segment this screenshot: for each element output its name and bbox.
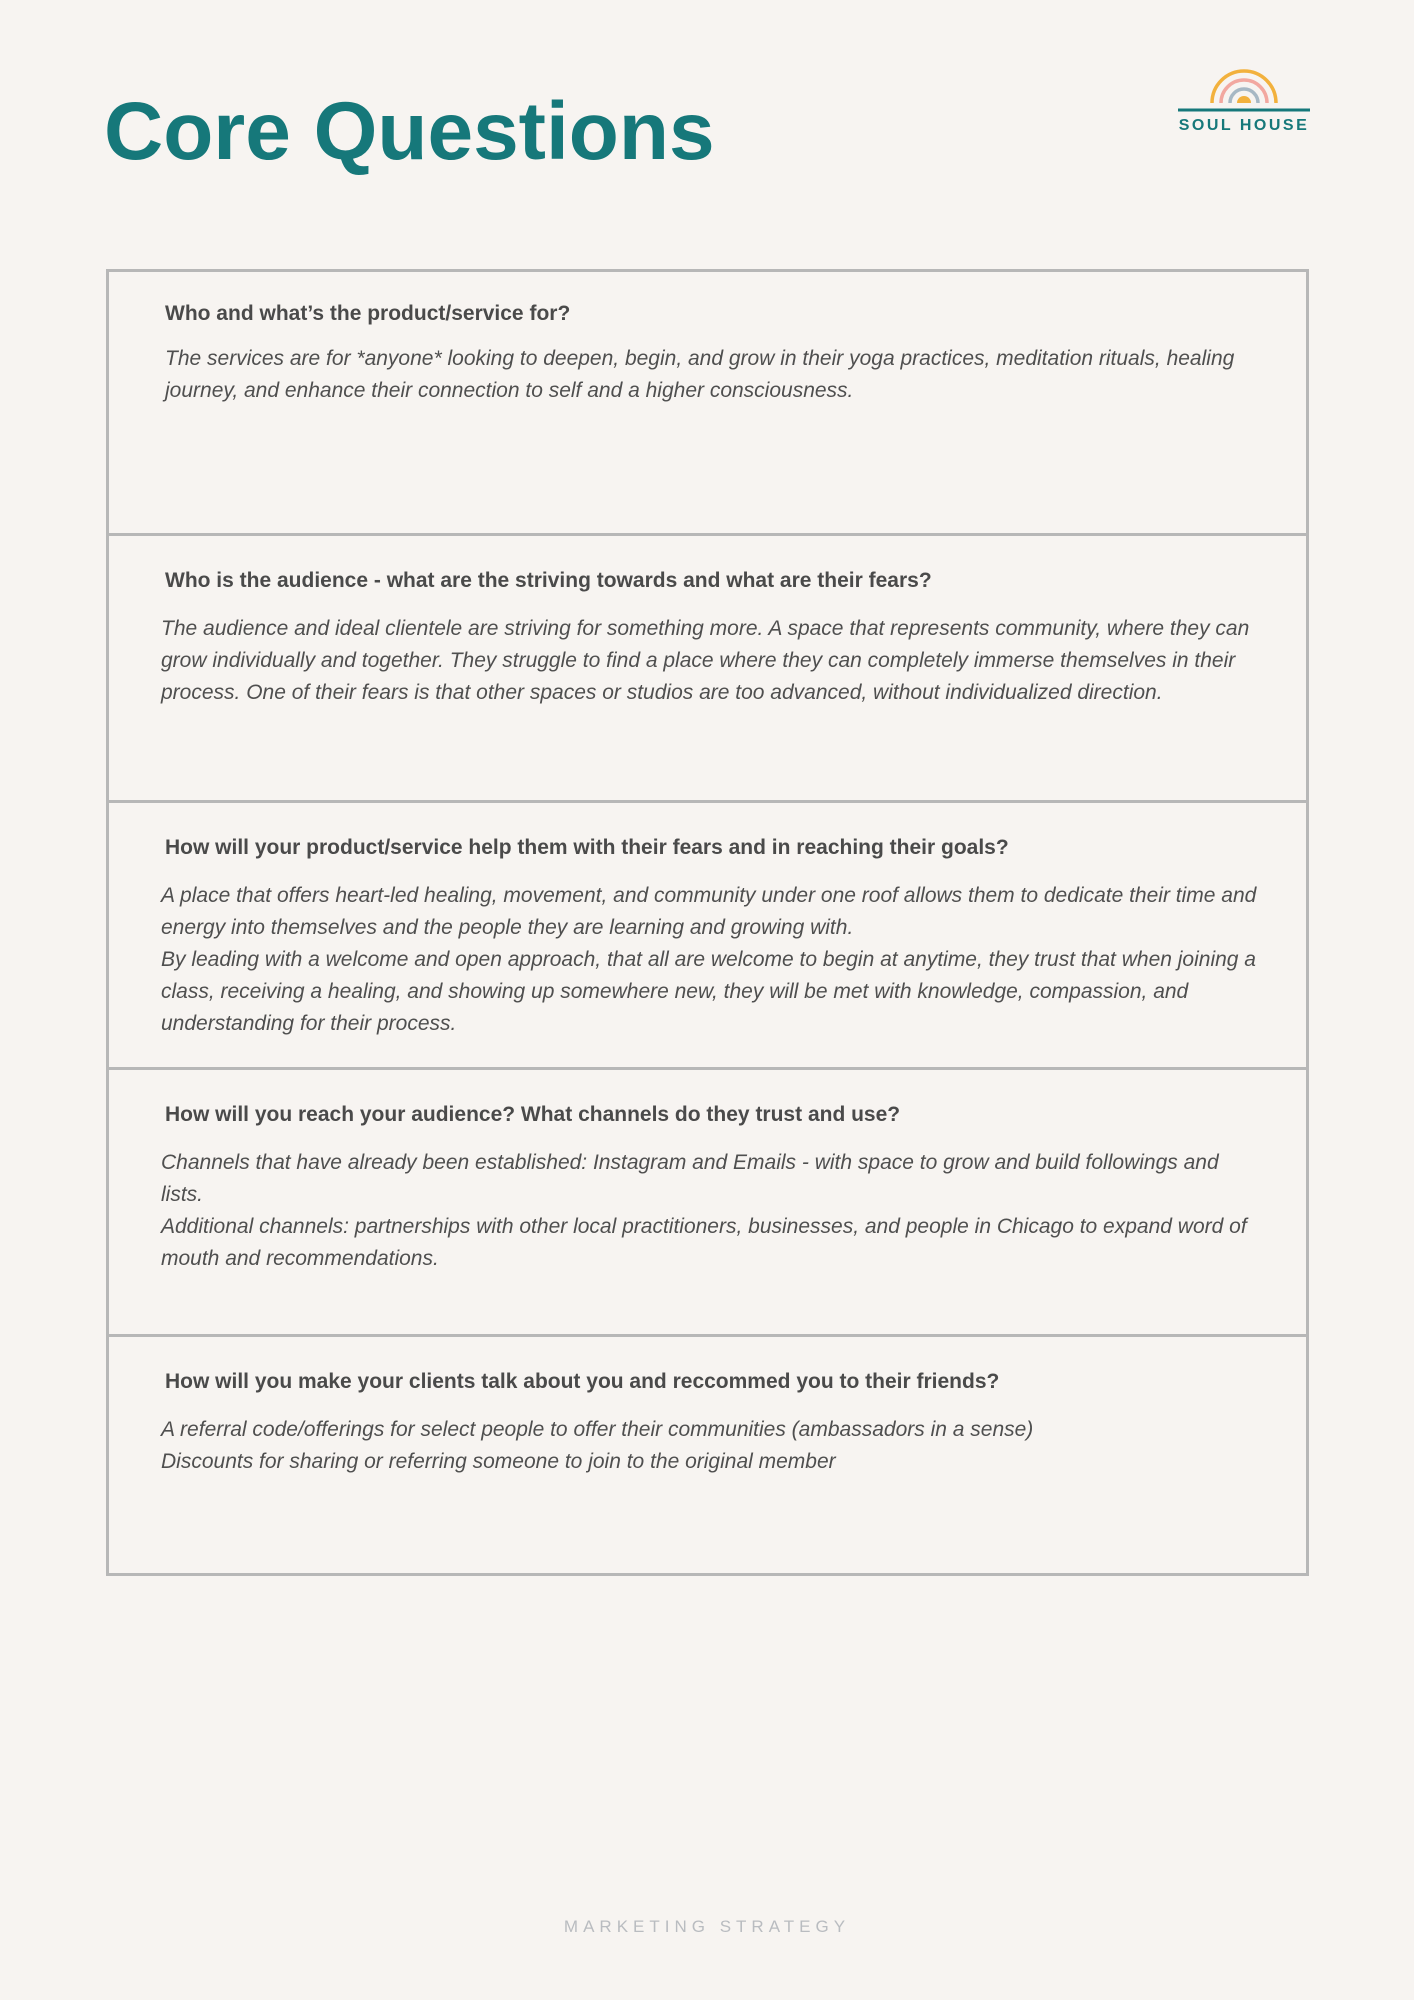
- answer-paragraph: Channels that have already been established: Instagram and Emails - with space to grow and build followings and lists.: [161, 1151, 1219, 1206]
- answer-paragraph: Discounts for sharing or referring someone to join to the original member: [161, 1450, 836, 1473]
- answer-text: [161, 613, 1258, 709]
- answer-text: [165, 343, 1258, 407]
- footer-label: MARKETING STRATEGY: [563, 1917, 851, 1936]
- page-title: Core Questions: [104, 86, 715, 177]
- soul-house-logo: [1176, 66, 1312, 138]
- answer-paragraph: A referral code/offerings for select people to offer their communities (ambassadors in a sense): [161, 1418, 1034, 1441]
- rainbow-sun-icon: [1176, 66, 1312, 116]
- question-cell-channels: [109, 1067, 1306, 1334]
- answer-text: [161, 880, 1258, 1040]
- question-heading: How will you reach your audience? What channels do they trust and use?: [165, 1103, 901, 1126]
- question-heading: How will you make your clients talk about you and reccommed you to their friends?: [165, 1370, 1000, 1393]
- question-heading: How will your product/service help them with their fears and in reaching their goals?: [165, 836, 1009, 859]
- question-cell-referrals: [109, 1334, 1306, 1573]
- question-heading: Who is the audience - what are the striving towards and what are their fears?: [165, 569, 932, 592]
- question-cell-product: [109, 272, 1306, 533]
- question-cell-help: [109, 800, 1306, 1067]
- answer-paragraph: By leading with a welcome and open approach, that all are welcome to begin at anytime, they trust that when joining a class, receiving a healing, and showing up somewhere new, they will be met with knowledge, compassion, and understanding for their process.: [161, 948, 1256, 1035]
- answer-paragraph: Additional channels: partnerships with other local practitioners, businesses, and people in Chicago to expand word of mouth and recommendations.: [161, 1215, 1247, 1270]
- answer-text: [161, 1147, 1258, 1275]
- logo-text: SOUL HOUSE: [1178, 117, 1310, 134]
- answer-text: [161, 1414, 1258, 1478]
- core-questions-table: [106, 269, 1309, 1576]
- question-heading: Who and what’s the product/service for?: [165, 302, 571, 325]
- answer-paragraph: The services are for *anyone* looking to deepen, begin, and grow in their yoga practices, meditation rituals, healing journey, and enhance their connection to self and a higher consciousness.: [165, 347, 1235, 402]
- answer-paragraph: A place that offers heart-led healing, movement, and community under one roof allows them to dedicate their time and energy into themselves and the people they are learning and growing with.: [161, 884, 1257, 939]
- answer-paragraph: The audience and ideal clientele are striving for something more. A space that represents community, where they can grow individually and together. They struggle to find a place where they can completely immerse themselves in their process. One of their fears is that other spaces or studios are too advanced, without individualized direction.: [161, 617, 1250, 704]
- question-cell-audience: [109, 533, 1306, 800]
